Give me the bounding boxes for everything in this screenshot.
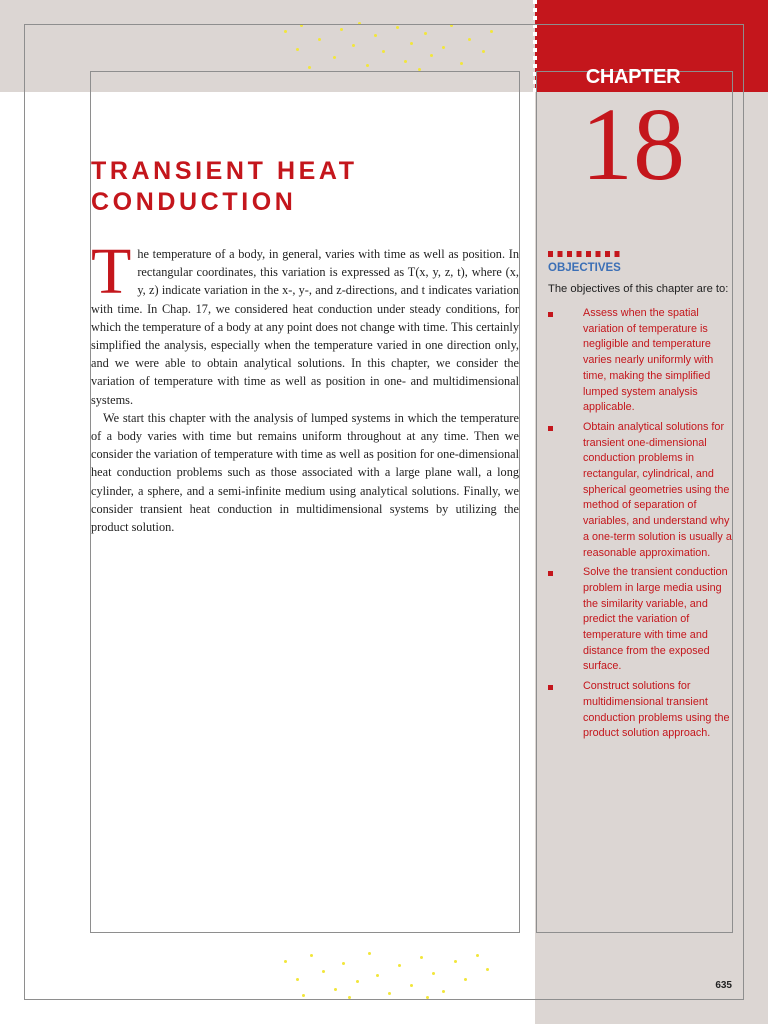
chapter-intro-text (91, 235, 519, 536)
objective-text: Solve the transient conduction problem in large media using the similarity variable, and predict the variation of temperature with time and distance from the exposed surface. (583, 566, 728, 673)
square-bullet-icon (548, 312, 553, 317)
drop-cap: T (91, 235, 132, 308)
objective-text: Construct solutions for multidimensional transient conduction problems using the product solution approach. (583, 680, 730, 740)
chapter-number: 18 (581, 87, 685, 202)
square-bullet-icon (548, 426, 553, 431)
chapter-label: CHAPTER (585, 66, 681, 88)
objectives-heading: OBJECTIVES (548, 262, 621, 274)
objective-text: Assess when the spatial variation of temperature is negligible and temperature varies nearly uniformly with time, making the simplified lumped system analysis applicable. (583, 307, 714, 414)
objective-item (548, 565, 733, 675)
objectives-dash-line (548, 251, 624, 257)
square-bullet-icon (548, 685, 553, 690)
objective-item (548, 306, 733, 416)
objectives-intro: The objectives of this chapter are to: (548, 283, 729, 295)
dots-decoration-top (278, 20, 500, 75)
objective-item (548, 420, 733, 561)
square-bullet-icon (548, 571, 553, 576)
objectives-list (548, 306, 733, 746)
dots-decoration-bottom (276, 948, 498, 1000)
objective-item (548, 679, 733, 742)
intro-paragraph-1: he temperature of a body, in general, varies with time as well as position. In rectangular coordinates, this variation is expressed as T(x, y, z, t), where (x, y, z) indicate variation in the x-, y-, and z-directions, and t indicates variation with time. In Chap. 17, we considered heat conduction under steady conditions, for which the temperature of a body at any point does not change with time. This certainly simplified the analysis, especially when the temperature varied in one direction only, and we were able to obtain analytical solutions. In this chapter, we consider the variation of temperature with time as well as position in one- and multidimensional systems. (91, 247, 519, 407)
page-number: 635 (715, 980, 732, 991)
intro-paragraph-2: We start this chapter with the analysis of lumped systems in which the temperature of a body varies with time but remains uniform throughout at any time. Then we consider the variation of temperature with time as well as position for one-dimensional heat conduction problems such as those associated with a large plane wall, a long cylinder, a sphere, and a semi-infinite medium using analytical solutions. Finally, we consider transient heat conduction in multidimensional systems by utilizing the product solution. (91, 410, 519, 535)
objective-text: Obtain analytical solutions for transient one-dimensional conduction problems in rectangular, cylindrical, and spherical geometries using the method of separation of variables, and understand why a one-term solution is usually a reasonable approximation. (583, 420, 732, 559)
chapter-title: TRANSIENT HEAT CONDUCTION (91, 157, 358, 216)
